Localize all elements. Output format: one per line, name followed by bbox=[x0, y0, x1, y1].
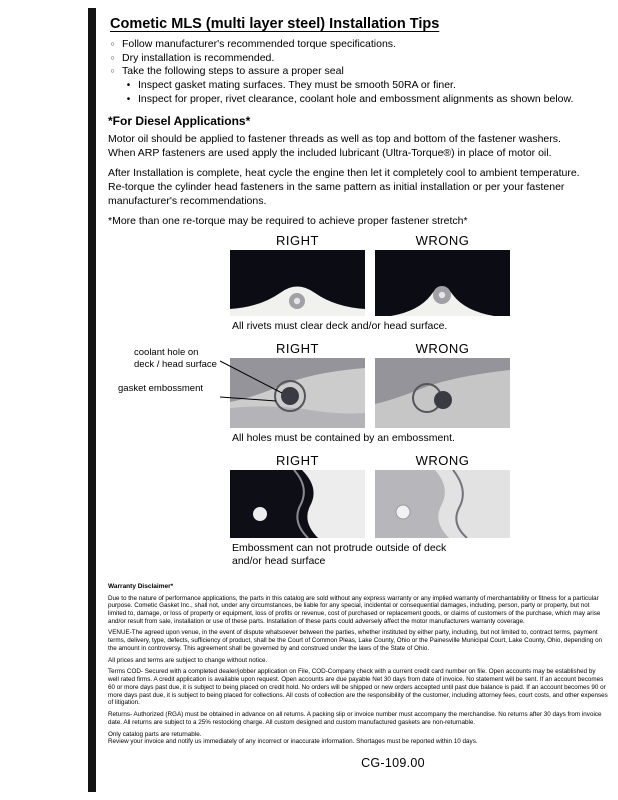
embossment-caption: Embossment can not protrude outside of deck and/or head surface bbox=[232, 542, 447, 568]
circle-bullet-icon: ○ bbox=[110, 54, 115, 62]
list-item bbox=[124, 79, 608, 93]
coolant-hole-callout: coolant hole on deck / head surface bbox=[134, 347, 217, 371]
legal-paragraph: Only catalog parts are returnable. bbox=[108, 730, 202, 738]
coolant-hole-shape bbox=[434, 391, 452, 409]
holes-caption: All holes must be contained by an embossment. bbox=[232, 432, 455, 445]
diagram-images bbox=[230, 250, 510, 316]
tip-text: Dry installation is recommended. bbox=[122, 51, 275, 64]
diagram-section bbox=[118, 233, 510, 569]
embossment-right-diagram bbox=[230, 470, 365, 538]
legal-paragraph: Returns- Authorized (RGA) must be obtained in advance on all returns. A packing slip or invoice number must accompany the merchandise. No returns after 30 days from invoice date. All returns are subject to a 25% restocking charge. All custom designed and custom manufactured gaskets are non-returnable. bbox=[108, 711, 602, 726]
warranty-disclaimer-heading: Warranty Disclaimer* bbox=[108, 582, 174, 590]
dot-bullet-icon: • bbox=[126, 79, 131, 91]
callout-pointer-lines bbox=[220, 351, 292, 413]
diagram-row-holes bbox=[118, 341, 510, 445]
diagram-row-rivets bbox=[230, 233, 510, 333]
installation-tips-list bbox=[108, 38, 608, 106]
list-item bbox=[108, 65, 608, 79]
callout-line bbox=[220, 361, 282, 393]
rivet-hole-icon bbox=[294, 298, 300, 304]
rivet-wrong-diagram bbox=[375, 250, 510, 316]
circle-bullet-icon: ○ bbox=[110, 41, 115, 48]
dot-bullet-icon: • bbox=[126, 93, 131, 105]
legal-paragraph: Review your invoice and notify us immediately of any incorrect or inaccurate information. Shortages must be reported within 10 days. bbox=[108, 738, 478, 746]
page-content bbox=[108, 16, 608, 770]
rivet-hole-icon bbox=[439, 292, 445, 298]
embossment-wrong-diagram bbox=[375, 470, 510, 538]
page-left-border bbox=[88, 8, 96, 792]
catalog-page-code: CG-109.00 bbox=[361, 756, 425, 771]
callout-line bbox=[220, 397, 276, 401]
circle-bullet-icon: ○ bbox=[110, 68, 115, 76]
list-item bbox=[108, 38, 608, 52]
diagram-row-embossment bbox=[230, 453, 510, 568]
right-label: RIGHT bbox=[276, 341, 319, 357]
right-label: RIGHT bbox=[276, 453, 319, 469]
legal-paragraph: Terms COD- Secured with a completed dealer/jobber application on File, COD-Company check with a current credit card number on file. Open accounts may be established by well rated firms. A credit application is available upon request. Open accounts are due payable Net 30 days from date of invoice. No statement will be sent. If an account becomes 60 or more days past due, it is subject to being placed on credit hold. No orders will be shipped or new orders accepted until past due balance is paid. If an account becomes 90 or more days past due, it is subject to being placed for collections. All costs of collection are the responsibility of the customer, including attorney fees, court costs, and other expenses of litigation. bbox=[108, 668, 608, 707]
wrong-label: WRONG bbox=[415, 341, 470, 357]
deck-shape bbox=[375, 470, 449, 538]
tip-text: Take the following steps to assure a proper seal bbox=[122, 65, 344, 78]
rivet-caption: All rivets must clear deck and/or head surface. bbox=[232, 320, 448, 333]
diesel-applications-heading: *For Diesel Applications* bbox=[108, 114, 251, 129]
page-title: Cometic MLS (multi layer steel) Installation Tips bbox=[110, 16, 440, 32]
bolt-hole-shape bbox=[396, 505, 410, 519]
wrong-label: WRONG bbox=[415, 453, 470, 469]
list-item bbox=[124, 93, 608, 107]
diagram-images bbox=[230, 470, 510, 538]
legal-paragraph: All prices and terms are subject to change without notice. bbox=[108, 656, 268, 664]
legal-paragraph: VENUE-The agreed upon venue, in the event of dispute whatsoever between the parties, whether instituted by either party, including, but not limited to, contract terms, payment terms, delivery, type, defects, sufficiency of product, shall be the Court of Common Pleas, Lake County, Ohio or the Painesville Municipal Court, Lake County, Ohio, depending on the amount in controversy. This agreement shall be governed by and construed under the laws of the State of Ohio. bbox=[108, 629, 603, 652]
diesel-paragraph-1: Motor oil should be applied to fastener threads as well as top and bottom of the fastener washers. When ARP fasteners are used apply the included lubricant (Ultra-Torque®) in place of motor oil. bbox=[108, 133, 561, 159]
wrong-label: WRONG bbox=[415, 233, 470, 249]
rivet-right-diagram bbox=[230, 250, 365, 316]
legal-paragraph: Due to the nature of performance applications, the parts in this catalog are sold without any express warranty or any implied warranty of merchantability or fitness for a particular purpose. Cometic Gasket Inc., shall not, under any circumstances, be liable for any special, incidental or consequential damages, including, person, party or property, but not limited to, damage, or loss of property or equipment, loss of profits or revenue, cost of purchased or replacement goods, or claims of customers of the purchase, which may arise and/or result from sale, installation or use of these parts. Installation of these parts could adversely affect the motor manufacturers warranty coverage. bbox=[108, 594, 601, 625]
diagram-labels bbox=[230, 233, 510, 248]
tip-text: Inspect gasket mating surfaces. They must be smooth 50RA or finer. bbox=[138, 78, 456, 91]
legal-section bbox=[108, 583, 608, 746]
deck-shape bbox=[230, 470, 318, 538]
right-label: RIGHT bbox=[276, 233, 319, 249]
diesel-paragraph-2: After Installation is complete, heat cycle the engine then let it completely cool to ambient temperature. Re-torque the cylinder head fasteners in the same pattern as initial installation or per your fastener manufacturer's recommendations. bbox=[108, 167, 580, 207]
holes-wrong-diagram bbox=[375, 358, 510, 428]
embossment-callout: gasket embossment bbox=[118, 383, 204, 395]
bolt-hole-shape bbox=[253, 507, 267, 521]
diagram-labels bbox=[230, 453, 510, 468]
tip-text: Follow manufacturer's recommended torque specifications. bbox=[122, 38, 396, 50]
retorque-note: *More than one re-torque may be required to achieve proper fastener stretch* bbox=[108, 215, 468, 228]
tip-text: Inspect for proper, rivet clearance, coolant hole and embossment alignments as shown below. bbox=[138, 92, 574, 105]
list-item bbox=[108, 52, 608, 66]
